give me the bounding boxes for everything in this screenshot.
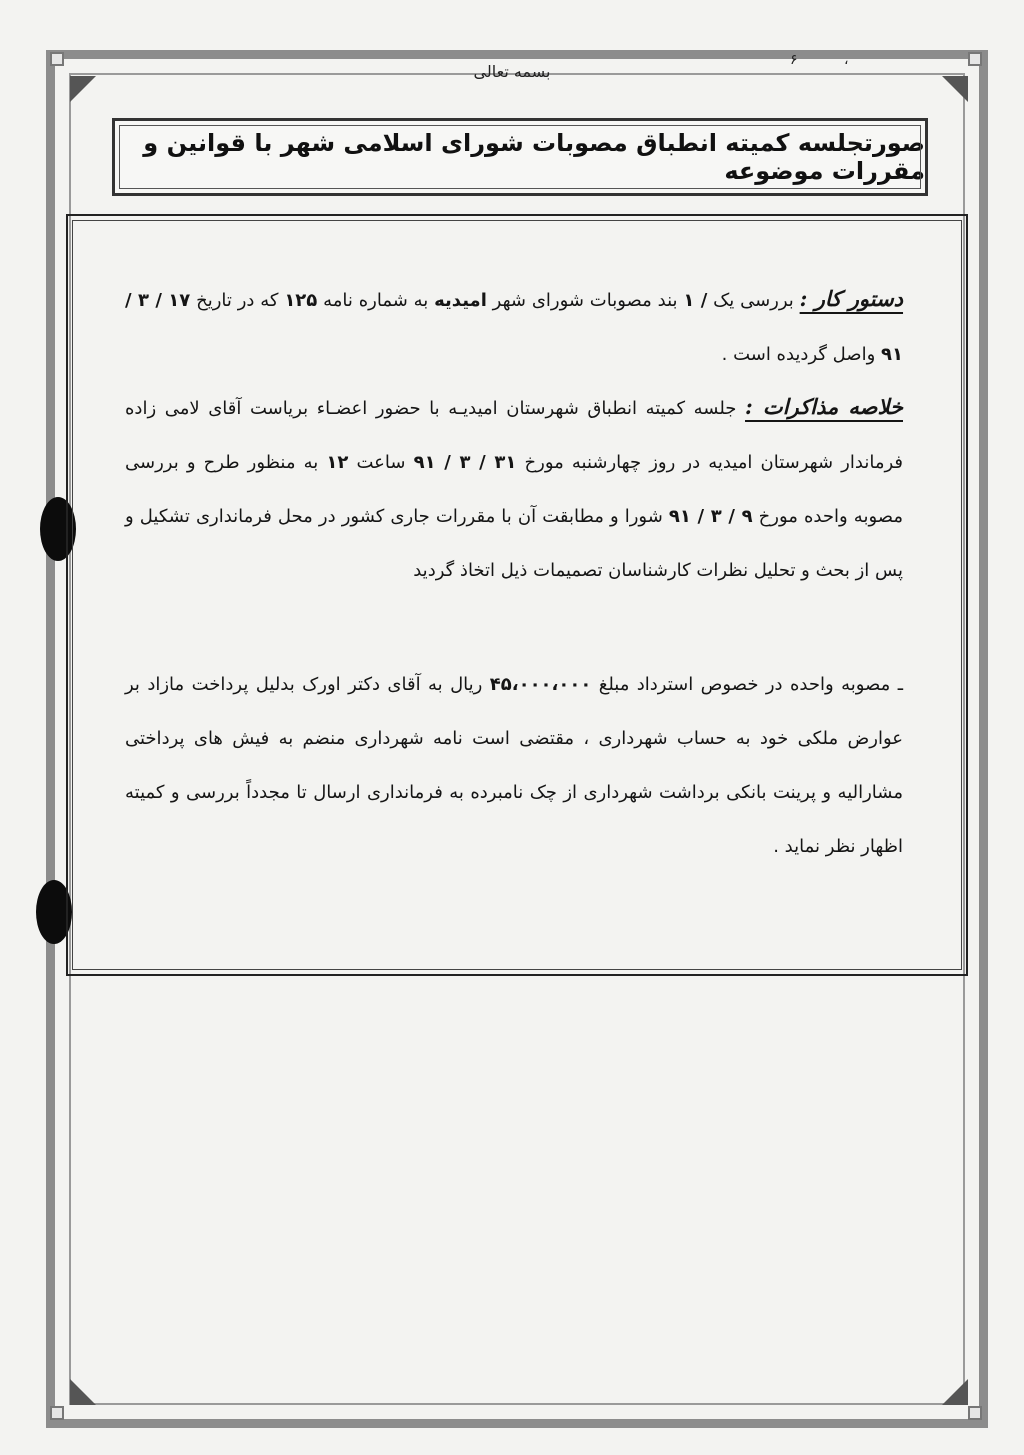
agenda-text: که در تاریخ: [190, 290, 285, 311]
agenda-paragraph: [125, 272, 903, 382]
summary-text: به منظور طرح و بررسی مصوبه واحده مورخ: [125, 452, 904, 527]
summary-text: ساعت: [348, 452, 414, 473]
decision-text: ریال به آقای دکتر اورک بدلیل پرداخت مازاد بر عوارض ملکی خود به حساب شهرداری ، مقتضی است نامه شهرداری منضم به فیش های پرداختی مشارالیه و پرینت بانکی برداشت شهرداری از چک نامبرده به فرمانداری ارسال تا مجدداً بررسی و کمیته اظهار نظر نماید .: [125, 674, 903, 857]
summary-label: خلاصه مذاکرات :: [745, 394, 903, 419]
resolution-date: ۹ / ۳ / ۹۱: [668, 506, 753, 527]
decision-text: ـ مصوبه واحده در خصوص استرداد مبلغ: [591, 674, 903, 695]
corner-ornament: [942, 1379, 968, 1405]
summary-paragraph: [125, 380, 903, 598]
summary-text: جلسه کمیته انطباق شهرستان امیدیـه با حضور اعضـاء بریاست آقای لامی زاده فرماندار شهرستان امیدیه در روز چهارشنبه مورخ: [125, 398, 903, 473]
meeting-date: ۳۱ / ۳ / ۹۱: [413, 452, 517, 473]
page-title: صورتجلسه کمیته انطباق مصوبات شورای اسلامی شهر با قوانین و مقررات موضوعه: [143, 129, 925, 185]
corner-square: [968, 1406, 982, 1420]
top-mark: ،: [844, 52, 849, 68]
city-name: امیدیه: [434, 290, 487, 311]
letter-number: ۱۲۵: [284, 290, 318, 311]
agenda-text: واصل گردیده است .: [721, 344, 882, 365]
agenda-text: بند مصوبات شورای شهر: [486, 290, 684, 311]
decision-paragraph: [125, 658, 903, 874]
title-box: [112, 118, 928, 196]
refund-amount: ۴۵،۰۰۰،۰۰۰: [489, 674, 592, 695]
meeting-hour: ۱۲: [326, 452, 349, 473]
summary-text: شورا و مطابقت آن با مقررات جاری کشور در محل فرمانداری تشکیل و پس از بحث و تحلیل نظرات کارشناسان تصمیمات ذیل اتخاذ گردید: [125, 506, 903, 581]
letter-date: ۱۷ / ۳ / ۹۱: [125, 290, 903, 365]
agenda-text: بررسی یک: [707, 290, 800, 311]
agenda-text: به شماره نامه: [317, 290, 435, 311]
top-mark: ۶: [790, 52, 798, 68]
agenda-label: دستور کار :: [799, 286, 904, 311]
corner-ornament: [70, 1379, 96, 1405]
corner-square: [50, 1406, 64, 1420]
agenda-count: / ۱: [683, 290, 708, 311]
invocation: بسمه تعالی: [473, 62, 551, 81]
